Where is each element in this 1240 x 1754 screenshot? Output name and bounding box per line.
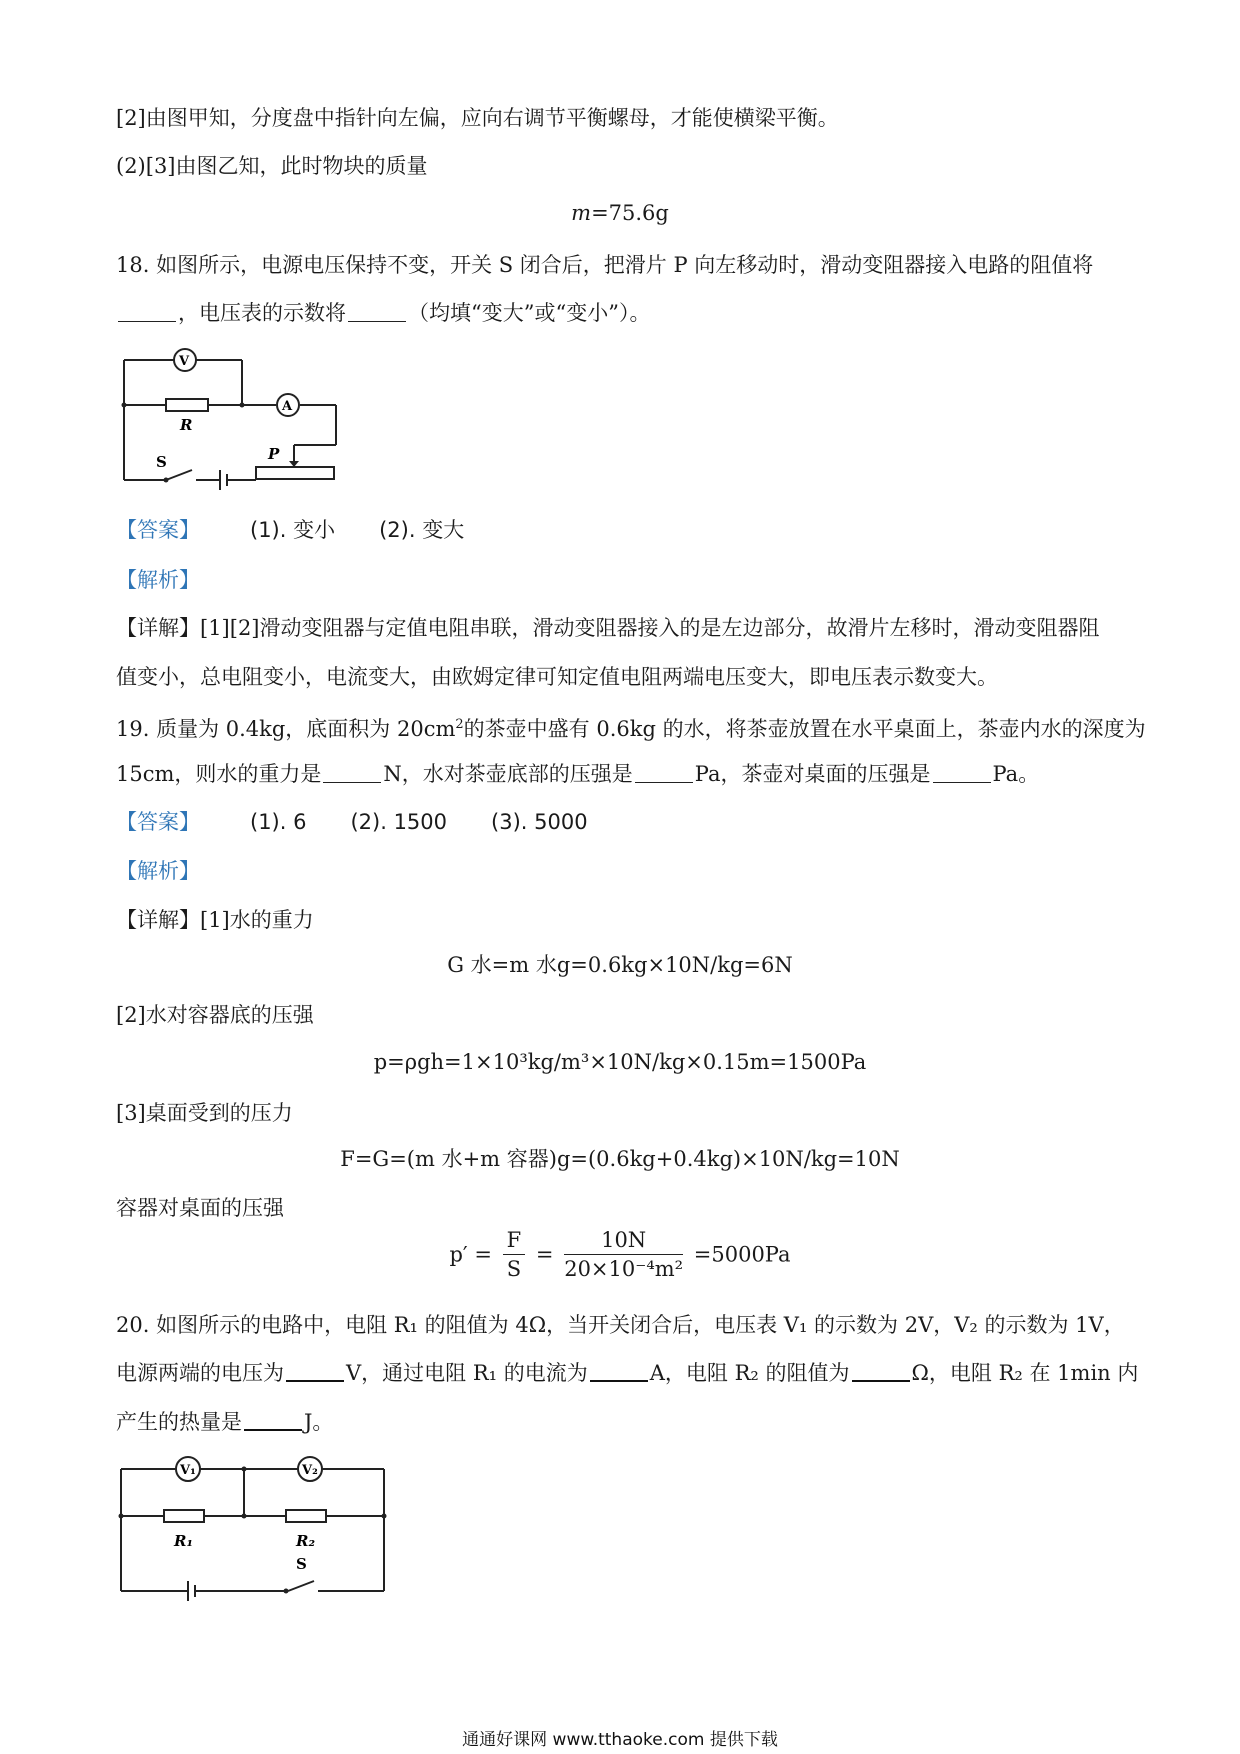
circuit-diagram-18 [116, 345, 346, 495]
page-footer: 通通好课网 www.tthaoke.com 提供下载 [462, 1730, 778, 1750]
answer-blank [590, 1360, 648, 1382]
question-19-text: 15cm，则水的重力是 N，水对茶壶底部的压强是 Pa，茶壶对桌面的压强是 Pa。 [116, 762, 1040, 786]
answer-blank [244, 1409, 302, 1431]
answer-18: 【答案】 (1). 变小 (2). 变大 [116, 518, 465, 542]
ammeter-label: A [282, 399, 293, 414]
answer-19: 【答案】 (1). 6 (2). 1500 (3). 5000 [116, 810, 588, 834]
analysis-label: 【解析】 [116, 568, 200, 592]
voltmeter-2-label: V₂ [302, 1463, 318, 1478]
detail-text: 容器对桌面的压强 [116, 1196, 284, 1220]
question-20-text: 产生的热量是 J。 [116, 1410, 334, 1434]
switch-label: S [156, 453, 167, 471]
detail-text: 【详解】[1]水的重力 [116, 908, 314, 932]
question-20-text: 电源两端的电压为 V，通过电阻 R₁ 的电流为 A，电阻 R₂ 的阻值为 Ω，电阻 R₂ 在 1min 内 [116, 1361, 1139, 1385]
fraction-equation: p′ = $\frac{F}{S}$ = $\frac{10N}{\text{20×10⁻⁴m²}}$ =5000Pa [449, 1228, 791, 1281]
switch-label: S [296, 1555, 307, 1573]
circuit-diagram-20 [116, 1454, 396, 1604]
answer-blank [635, 762, 693, 783]
question-18-text: 18. 如图所示，电源电压保持不变，开关 S 闭合后，把滑片 P 向左移动时，滑动变阻器接入电路的阻值将 [116, 253, 1094, 277]
answer-blank [852, 1360, 910, 1382]
answer-blank [286, 1360, 344, 1382]
equation: G 水=m 水g=0.6kg×10N/kg=6N [447, 953, 793, 977]
equation: F=G=(m 水+m 容器)g=(0.6kg+0.4kg)×10N/kg=10N [340, 1147, 900, 1171]
resistor-label: R [180, 416, 193, 434]
question-20-text: 20. 如图所示的电路中，电阻 R₁ 的阻值为 4Ω，当开关闭合后，电压表 V₁ 的示数为 2V，V₂ 的示数为 1V， [116, 1313, 1125, 1337]
resistor-2-label: R₂ [296, 1532, 316, 1550]
detail-text: 【详解】[1][2]滑动变阻器与定值电阻串联，滑动变阻器接入的是左边部分，故滑片左移时，滑动变阻器阻 [116, 616, 1100, 640]
question-19-text: 19. 质量为 0.4kg，底面积为 $20cm^2$的茶壶中盛有 0.6kg 的水，将茶壶放置在水平桌面上，茶壶内水的深度为 [116, 717, 1146, 741]
answer-blank [933, 762, 991, 783]
answer-blank [118, 301, 176, 322]
detail-text: [2]水对容器底的压强 [116, 1003, 314, 1027]
detail-text: 值变小，总电阻变小，电流变大，由欧姆定律可知定值电阻两端电压变大，即电压表示数变大。 [116, 665, 998, 689]
voltmeter-label: V [179, 354, 190, 369]
voltmeter-1-label: V₁ [180, 1463, 196, 1478]
equation: p=ρgh=1×10³kg/m³×10N/kg×0.15m=1500Pa [373, 1050, 867, 1074]
question-18-text: ，电压表的示数将 （均填“变大”或“变小”）。 [116, 298, 650, 328]
resistor-1-label: R₁ [174, 1532, 194, 1550]
analysis-label: 【解析】 [116, 859, 200, 883]
slider-label: P [268, 445, 280, 463]
text-line: (2)[3]由图乙知，此时物块的质量 [116, 154, 428, 178]
answer-blank [323, 762, 381, 783]
detail-text: [3]桌面受到的压力 [116, 1101, 293, 1125]
text-line: [2]由图甲知，分度盘中指针向左偏，应向右调节平衡螺母，才能使横梁平衡。 [116, 106, 839, 130]
answer-blank [348, 301, 406, 322]
equation: m=75.6g [571, 201, 669, 225]
